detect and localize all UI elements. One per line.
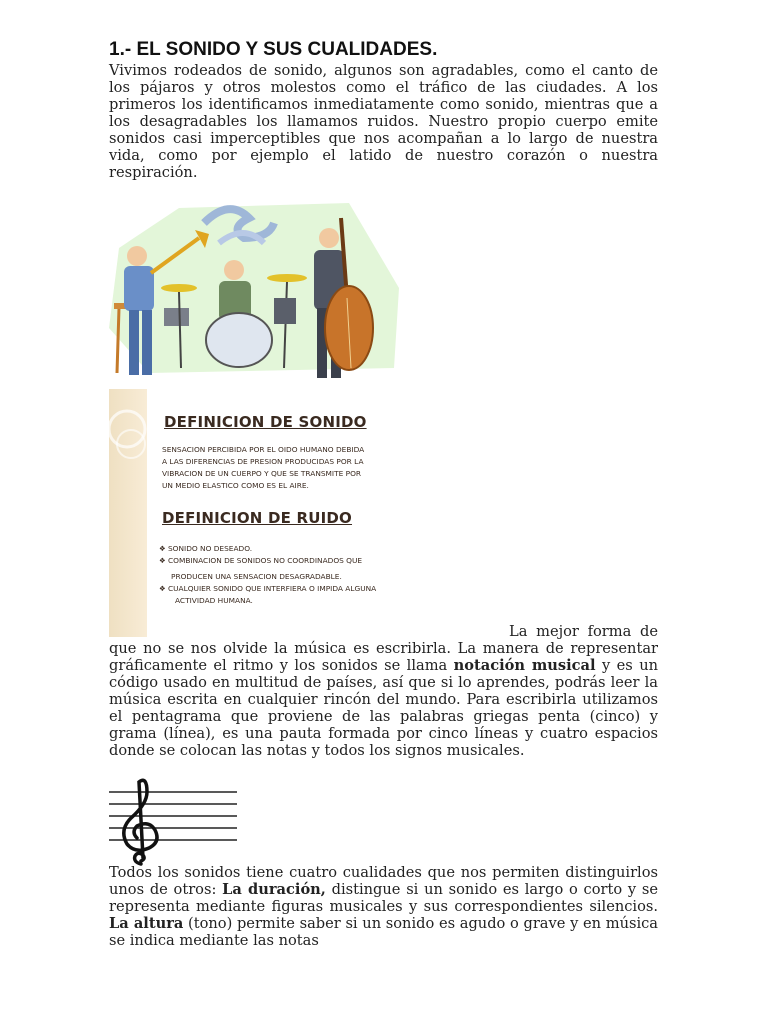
section-heading: 1.- EL SONIDO Y SUS CUALIDADES. (109, 39, 438, 60)
card-title-noise: DEFINICION DE RUIDO (162, 509, 353, 527)
intro-paragraph: Vivimos rodeados de sonido, algunos son agradables, como el canto de los pájaros y otros molestos como el tráfico de las ciudades. A los primeros los identificamos inmediatamente como sonido, mientras que a los desagradables los llamamos ruidos. Nuestro propio cuerpo emite sonidos casi imperceptibles que nos acompañan a lo largo de nuestra vida, como por ejemplo el latido de nuestro corazón o nuestra respiración. (109, 62, 658, 181)
qualities-text-3: (tono) permite saber si un sonido es agudo o grave y en música se indica mediante las notas (109, 915, 659, 949)
swirl-decoration-icon (109, 389, 147, 637)
notation-term: notación musical (453, 657, 596, 674)
treble-clef-staff-icon (109, 778, 239, 866)
card-decorative-band (109, 389, 147, 637)
qualities-text-2: distingue si un sonido es largo o corto y se representa mediante figuras musicales y sus correspondientes silencios. (109, 881, 658, 915)
qualities-paragraph (109, 864, 658, 949)
noise-line: ACTIVIDAD HUMANA. (175, 596, 253, 605)
sound-line: A LAS DIFERENCIAS DE PRESION PRODUCIDAS POR LA (162, 457, 364, 466)
document-body (109, 38, 658, 181)
sound-line: UN MEDIO ELASTICO COMO ES EL AIRE. (162, 481, 309, 490)
card-title-sound: DEFINICION DE SONIDO (164, 413, 367, 431)
notation-text-1: La mejor forma de que no se nos olvide la música es escribirla. La manera de representar gráficamente el ritmo y los sonidos se llama (109, 623, 658, 674)
card-noise-text (159, 543, 376, 607)
term-duration: La duración, (222, 881, 326, 898)
musicians-band-icon (109, 198, 403, 388)
staff-lines (109, 778, 239, 866)
term-pitch: La altura (109, 915, 184, 932)
noise-line: ❖ COMBINACION DE SONIDOS NO COORDINADOS QUE (159, 556, 363, 565)
notation-text-2: y es un código usado en multitud de países, así que si lo aprendes, podrás leer la música escrita en cualquier rincón del mundo. Para escribirla utilizamos el pentagrama que proviene de las palabras griegas penta (cinco) y grama (línea), es una pauta formada por cinco líneas y cuatro espacios donde se colocan las notas y todos los signos musicales. (109, 657, 658, 759)
definitions-card (109, 389, 412, 637)
noise-line: ❖ SONIDO NO DESEADO. (159, 544, 253, 553)
notation-paragraph (109, 623, 658, 759)
card-sound-text (162, 444, 364, 492)
sound-line: VIBRACION DE UN CUERPO Y QUE SE TRANSMITE POR (162, 469, 362, 478)
musicians-illustration (109, 198, 403, 388)
noise-line: ❖ CUALQUIER SONIDO QUE INTERFIERA O IMPIDA ALGUNA (159, 584, 377, 593)
noise-line: PRODUCEN UNA SENSACION DESAGRADABLE. (171, 572, 342, 581)
qualities-text-1: Todos los sonidos tiene cuatro cualidades que nos permiten distinguirlos unos de otros: (109, 864, 658, 898)
sound-line: SENSACION PERCIBIDA POR EL OIDO HUMANO DEBIDA (162, 445, 365, 454)
